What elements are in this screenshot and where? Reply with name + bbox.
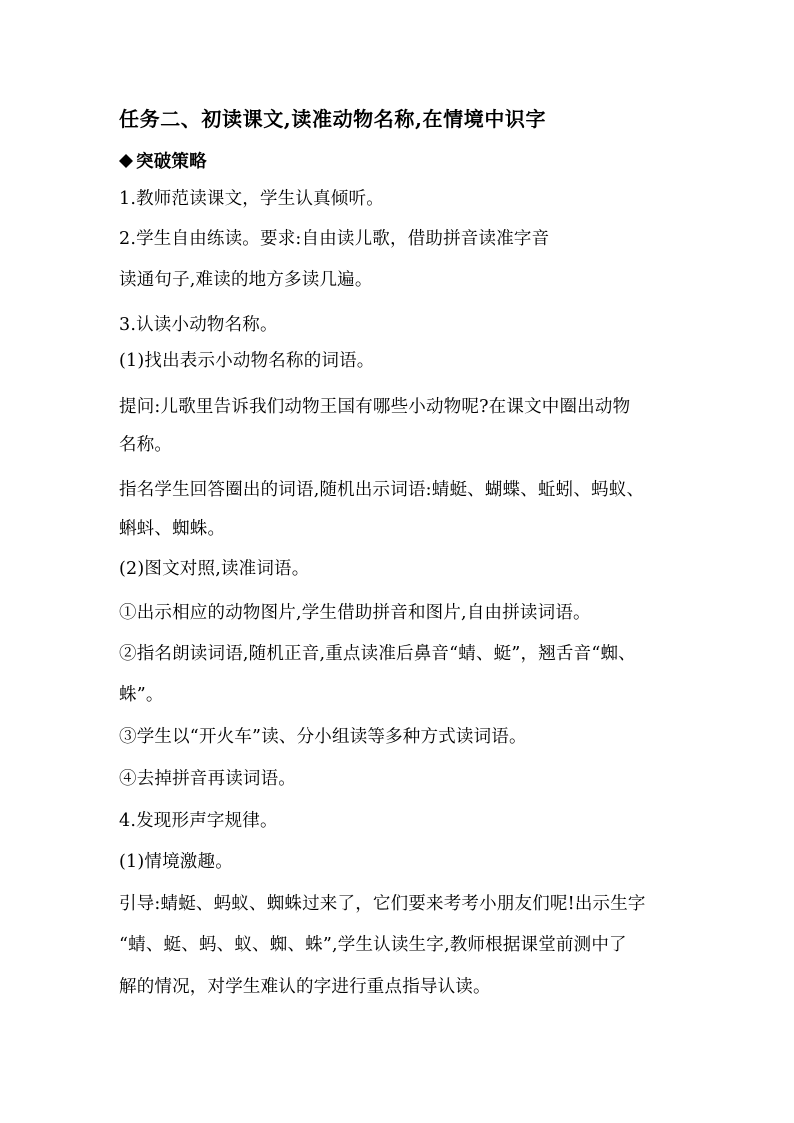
paragraph-line: 4.发现形声字规律。 [119, 811, 278, 831]
paragraph-line: 解的情况，对学生难认的字进行重点指导认读。 [119, 977, 491, 997]
paragraph-line: 提问:儿歌里告诉我们动物王国有哪些小动物呢?在课文中圈出动物 [119, 397, 631, 417]
paragraph-line: ④去掉拼音再读词语。 [119, 769, 296, 789]
paragraph-line: “蜻、蜓、蚂、蚁、蜘、蛛”,学生认读生字,教师根据课堂前测中了 [119, 935, 627, 955]
paragraph-line: 2.学生自由练读。要求:自由读儿歌，借助拼音读准字音 [119, 229, 550, 249]
paragraph-line: 3.认读小动物名称。 [119, 315, 278, 335]
paragraph-line: ③学生以“开火车”读、分小组读等多种方式读词语。 [119, 727, 527, 747]
paragraph-line: (2)图文对照,读准词语。 [119, 559, 310, 579]
paragraph-line: 蛛”。 [119, 685, 164, 705]
paragraph-line: 名称。 [119, 435, 173, 455]
document-title: 任务二、初读课文,读准动物名称,在情境中识字 [119, 107, 547, 131]
diamond-bullet-icon [119, 154, 133, 168]
paragraph-line: 引导:蜻蜓、蚂蚁、蜘蛛过来了，它们要来考考小朋友们呢!出示生字 [119, 894, 646, 914]
paragraph-line: ②指名朗读词语,随机正音,重点读准后鼻音“蜻、蜓”，翘舌音“蜘、 [119, 644, 636, 664]
paragraph-line: 指名学生回答圈出的词语,随机出示词语:蜻蜓、蝴蝶、蚯蚓、蚂蚁、 [119, 480, 645, 500]
paragraph-line: 1.教师范读课文，学生认真倾听。 [119, 189, 384, 209]
paragraph-line: (1)情境激趣。 [119, 852, 233, 872]
paragraph-line: 读通句子,难读的地方多读几遍。 [119, 270, 373, 290]
paragraph-line: (1)找出表示小动物名称的词语。 [119, 351, 375, 371]
paragraph-line: ①出示相应的动物图片,学生借助拼音和图片,自由拼读词语。 [119, 603, 591, 623]
section-heading-row [119, 150, 207, 174]
paragraph-line: 蝌蚪、蜘蛛。 [119, 519, 226, 539]
section-heading: 突破策略 [136, 152, 207, 172]
